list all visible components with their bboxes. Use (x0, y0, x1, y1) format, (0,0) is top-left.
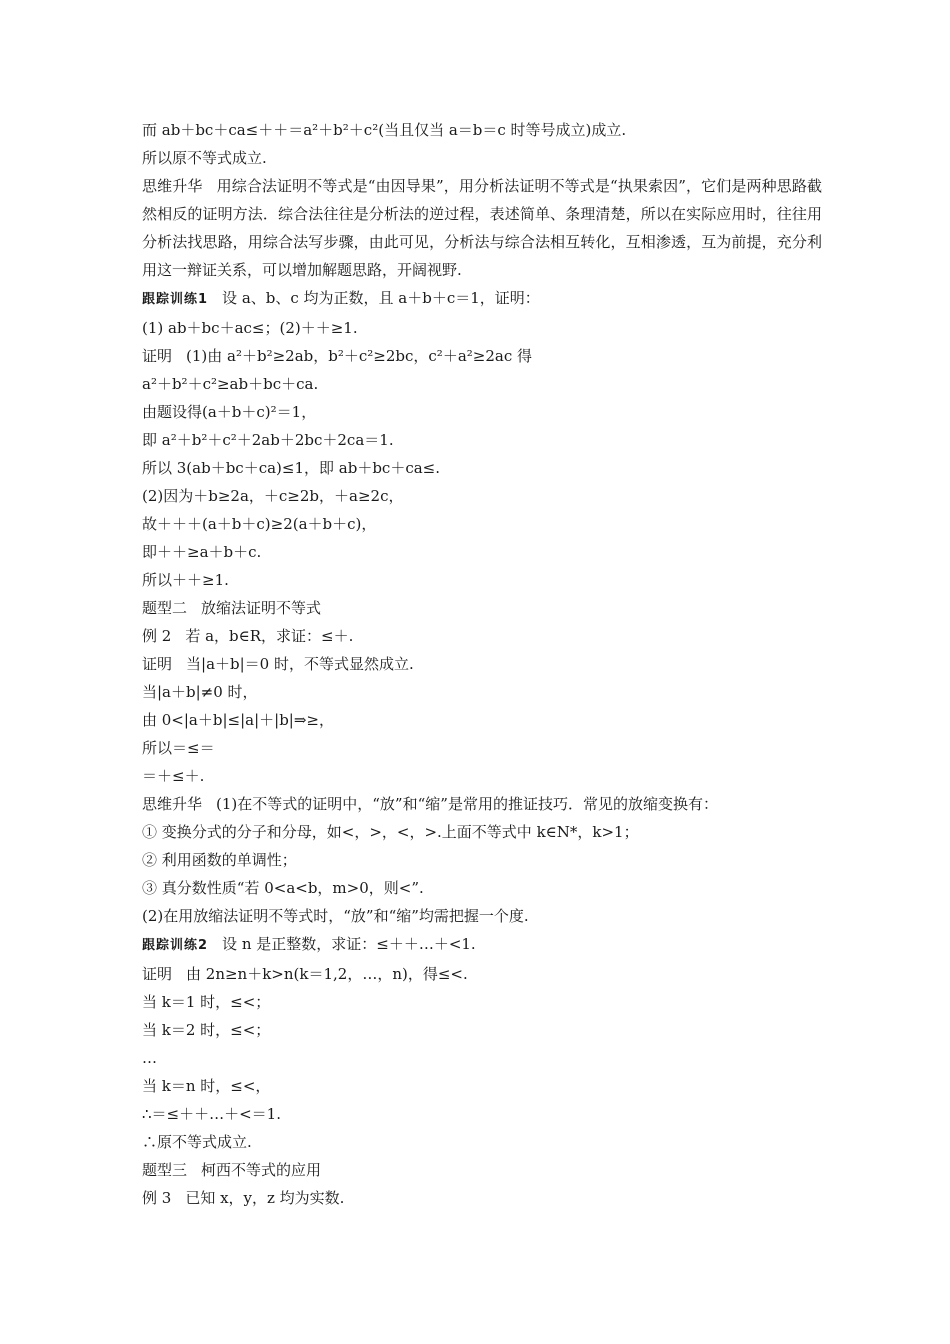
text-line-17 (142, 650, 822, 678)
line-text: 由题设得(a＋b＋c)²＝1， (142, 403, 317, 421)
line-text: 已知 x，y，z 均为实数. (185, 1189, 345, 1207)
line-heading: 思维升华 (142, 177, 203, 195)
line-text: (1)由 a²＋b²≥2ab，b²＋c²≥2bc，c²＋a²≥2ac 得 (186, 347, 532, 365)
line-text: 由 2n≥n＋k>n(k＝1,2，…，n)，得≤<. (186, 965, 468, 983)
document-page (142, 116, 822, 1212)
line-text: ① 变换分式的分子和分母，如<，>，<，>.上面不等式中 k∈N*，k>1； (142, 823, 639, 841)
line-text: 而 ab＋bc＋ca≤＋＋＝a²＋b²＋c²(当且仅当 a＝b＝c 时等号成立)成立. (142, 121, 627, 139)
text-line-34 (142, 1128, 822, 1156)
line-text: 当 k＝n 时，≤<， (142, 1077, 271, 1095)
line-text: ∴＝≤＋＋…＋<＝1. (142, 1105, 281, 1123)
line-text: 所以原不等式成立. (142, 149, 267, 167)
line-text: 用综合法证明不等式是“由因导果”，用分析法证明不等式是“执果索因”，它们是两种思路截然相反的证明方法．综合法往往是分析法的逆过程，表述简单、条理清楚，所以在实际应用时，往往用分析法找思路，用综合法写步骤，由此可见，分析法与综合法相互转化，互相渗透，互为前提，充分利用这一辩证关系，可以增加解题思路，开阔视野. (142, 177, 822, 279)
text-line-10 (142, 454, 822, 482)
exercise-tag: 跟踪训练2 (142, 938, 209, 953)
line-text: 当|a＋b|＝0 时，不等式显然成立. (186, 655, 414, 673)
text-line-31 (142, 1044, 822, 1072)
text-line-33 (142, 1100, 822, 1128)
text-line-23 (142, 818, 822, 846)
text-line-6 (142, 342, 822, 370)
text-line-13 (142, 538, 822, 566)
text-line-21 (142, 762, 822, 790)
text-line-30 (142, 1016, 822, 1044)
text-line-2 (142, 144, 822, 172)
text-line-14 (142, 566, 822, 594)
line-text: 即＋＋≥a＋b＋c. (142, 543, 262, 561)
text-line-35 (142, 1156, 822, 1184)
line-text: 当 k＝1 时，≤<； (142, 993, 271, 1011)
line-text: ② 利用函数的单调性； (142, 851, 297, 869)
text-line-15 (142, 594, 822, 622)
line-text: ③ 真分数性质“若 0<a<b，m>0，则<”. (142, 879, 424, 897)
text-line-11 (142, 482, 822, 510)
line-heading: 证明 (142, 655, 173, 673)
line-text: 故＋＋＋(a＋b＋c)≥2(a＋b＋c)， (142, 515, 377, 533)
line-text: 由 0<|a＋b|≤|a|＋|b|⇒≥， (142, 711, 334, 729)
line-heading: 例 2 (142, 627, 172, 645)
text-line-27 (142, 930, 822, 960)
line-heading: 思维升华 (142, 795, 203, 813)
text-line-1 (142, 116, 822, 144)
text-line-9 (142, 426, 822, 454)
text-line-5 (142, 314, 822, 342)
text-line-29 (142, 988, 822, 1016)
line-text: 即 a²＋b²＋c²＋2ab＋2bc＋2ca＝1. (142, 431, 394, 449)
line-text: 若 a，b∈R，求证：≤＋. (185, 627, 354, 645)
line-text: 放缩法证明不等式 (201, 599, 322, 617)
line-text: 当|a＋b|≠0 时， (142, 683, 258, 701)
line-text: 柯西不等式的应用 (201, 1161, 322, 1179)
line-heading: 证明 (142, 347, 173, 365)
text-line-16 (142, 622, 822, 650)
line-heading: 例 3 (142, 1189, 172, 1207)
line-heading: 题型三 (142, 1161, 188, 1179)
text-line-24 (142, 846, 822, 874)
text-line-28 (142, 960, 822, 988)
text-line-8 (142, 398, 822, 426)
text-line-22 (142, 790, 822, 818)
text-line-25 (142, 874, 822, 902)
text-line-12 (142, 510, 822, 538)
line-text: (1)在不等式的证明中，“放”和“缩”是常用的推证技巧．常见的放缩变换有： (216, 795, 718, 813)
line-text: ∴原不等式成立. (142, 1133, 252, 1151)
text-line-3 (142, 172, 822, 284)
line-text: ＝＋≤＋. (142, 767, 205, 785)
text-line-20 (142, 734, 822, 762)
line-text: 设 a、b、c 均为正数，且 a＋b＋c＝1，证明： (222, 289, 540, 307)
line-text: 当 k＝2 时，≤<； (142, 1021, 271, 1039)
line-text: … (142, 1049, 157, 1067)
text-line-19 (142, 706, 822, 734)
text-line-26 (142, 902, 822, 930)
line-text: a²＋b²＋c²≥ab＋bc＋ca. (142, 375, 319, 393)
line-text: 所以＋＋≥1. (142, 571, 229, 589)
text-line-18 (142, 678, 822, 706)
line-text: 所以 3(ab＋bc＋ca)≤1，即 ab＋bc＋ca≤. (142, 459, 441, 477)
line-heading: 题型二 (142, 599, 188, 617)
line-text: (2)因为＋b≥2a，＋c≥2b，＋a≥2c， (142, 487, 404, 505)
line-text: (1) ab＋bc＋ac≤；(2)＋＋≥1. (142, 319, 358, 337)
exercise-tag: 跟踪训练1 (142, 292, 209, 307)
text-line-7 (142, 370, 822, 398)
line-text: 设 n 是正整数，求证：≤＋＋…＋<1. (222, 935, 476, 953)
line-text: 所以＝≤＝ (142, 739, 215, 757)
line-heading: 证明 (142, 965, 173, 983)
text-line-4 (142, 284, 822, 314)
text-line-36 (142, 1184, 822, 1212)
line-text: (2)在用放缩法证明不等式时，“放”和“缩”均需把握一个度. (142, 907, 529, 925)
text-line-32 (142, 1072, 822, 1100)
